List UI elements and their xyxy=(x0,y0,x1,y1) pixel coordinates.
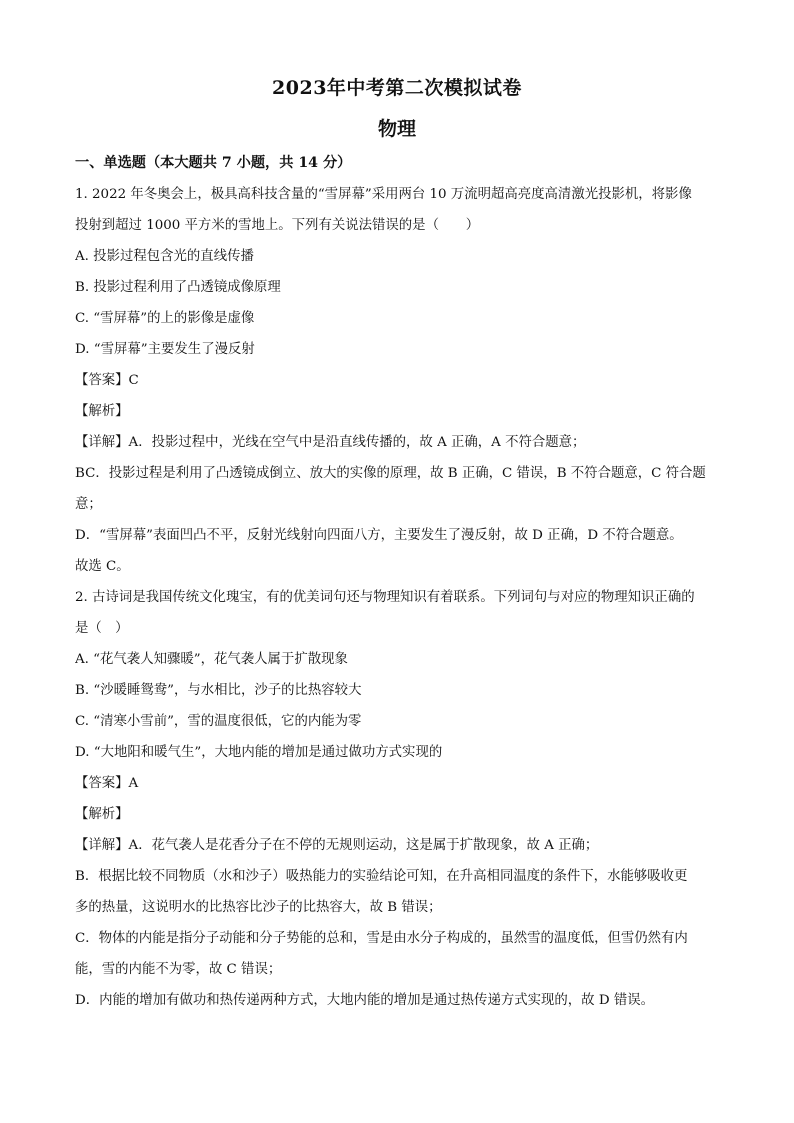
question-1-option-d: D. “雪屏幕”主要发生了漫反射 xyxy=(75,342,255,357)
question-2-option-c: C. “清寒小雪前”，雪的温度很低，它的内能为零 xyxy=(75,714,362,729)
question-1-answer: 【答案】C xyxy=(75,373,139,388)
question-2-detail-line-4: C．物体的内能是指分子动能和分子势能的总和，雪是由水分子构成的，虽然雪的温度低，但雪仍然有内 xyxy=(75,931,688,946)
question-2-detail-line-1: 【详解】A．花气袭人是花香分子在不停的无规则运动，这是属于扩散现象，故 A 正确； xyxy=(75,838,599,853)
question-2-analysis-label: 【解析】 xyxy=(75,807,129,822)
section-heading: 一、单选题（本大题共 7 小题，共 14 分） xyxy=(75,155,352,171)
question-1-stem-line-2: 投射到超过 1000 平方米的雪地上。下列有关说法错误的是（ ） xyxy=(75,218,480,233)
question-1-detail-line-5: 故选 C。 xyxy=(75,559,130,574)
page-title: 2023年中考第二次模拟试卷 xyxy=(272,77,522,99)
question-2-detail-line-6: D．内能的增加有做功和热传递两种方式，大地内能的增加是通过热传递方式实现的，故 D 错误。 xyxy=(75,993,654,1008)
question-2-answer: 【答案】A xyxy=(75,776,139,791)
question-2-option-b: B. “沙暖睡鸳鸯”，与水相比，沙子的比热容较大 xyxy=(75,683,362,698)
question-1-detail-line-4: D．“雪屏幕”表面凹凸不平，反射光线射向四面八方，主要发生了漫反射，故 D 正确，D 不符合题意。 xyxy=(75,528,683,543)
question-2-detail-line-2: B．根据比较不同物质（水和沙子）吸热能力的实验结论可知，在升高相同温度的条件下，水能够吸收更 xyxy=(75,869,688,884)
question-2-option-d: D. “大地阳和暖气生”，大地内能的增加是通过做功方式实现的 xyxy=(75,745,443,760)
question-1-detail-line-1: 【详解】A．投影过程中，光线在空气中是沿直线传播的，故 A 正确，A 不符合题意； xyxy=(75,435,586,450)
question-1-option-b: B. 投影过程利用了凸透镜成像原理 xyxy=(75,280,281,295)
question-2-detail-line-5: 能，雪的内能不为零，故 C 错误； xyxy=(75,962,282,977)
question-1-option-a: A. 投影过程包含光的直线传播 xyxy=(75,249,254,264)
document-body xyxy=(75,148,723,1016)
question-2-stem-line-1: 2. 古诗词是我国传统文化瑰宝，有的优美词句还与物理知识有着联系。下列词句与对应的物理知识正确的 xyxy=(75,590,695,605)
question-1-detail-line-3: 意； xyxy=(75,497,102,512)
question-1-detail-line-2: BC．投影过程是利用了凸透镜成倒立、放大的实像的原理，故 B 正确，C 错误，B 不符合题意，C 符合题 xyxy=(75,466,706,481)
question-2-stem-line-2: 是（ ） xyxy=(75,621,129,636)
question-1-option-c: C. “雪屏幕”的上的影像是虚像 xyxy=(75,311,255,326)
question-1-analysis-label: 【解析】 xyxy=(75,404,129,419)
question-1-stem-line-1: 1. 2022 年冬奥会上，极具高科技含量的“雪屏幕”采用两台 10 万流明超高亮度高清激光投影机，将影像 xyxy=(75,187,692,202)
question-2-detail-line-3: 多的热量，这说明水的比热容比沙子的比热容大，故 B 错误； xyxy=(75,900,442,915)
question-2-option-a: A. “花气袭人知骤暖”，花气袭人属于扩散现象 xyxy=(75,652,348,667)
page-subtitle: 物理 xyxy=(377,118,416,140)
